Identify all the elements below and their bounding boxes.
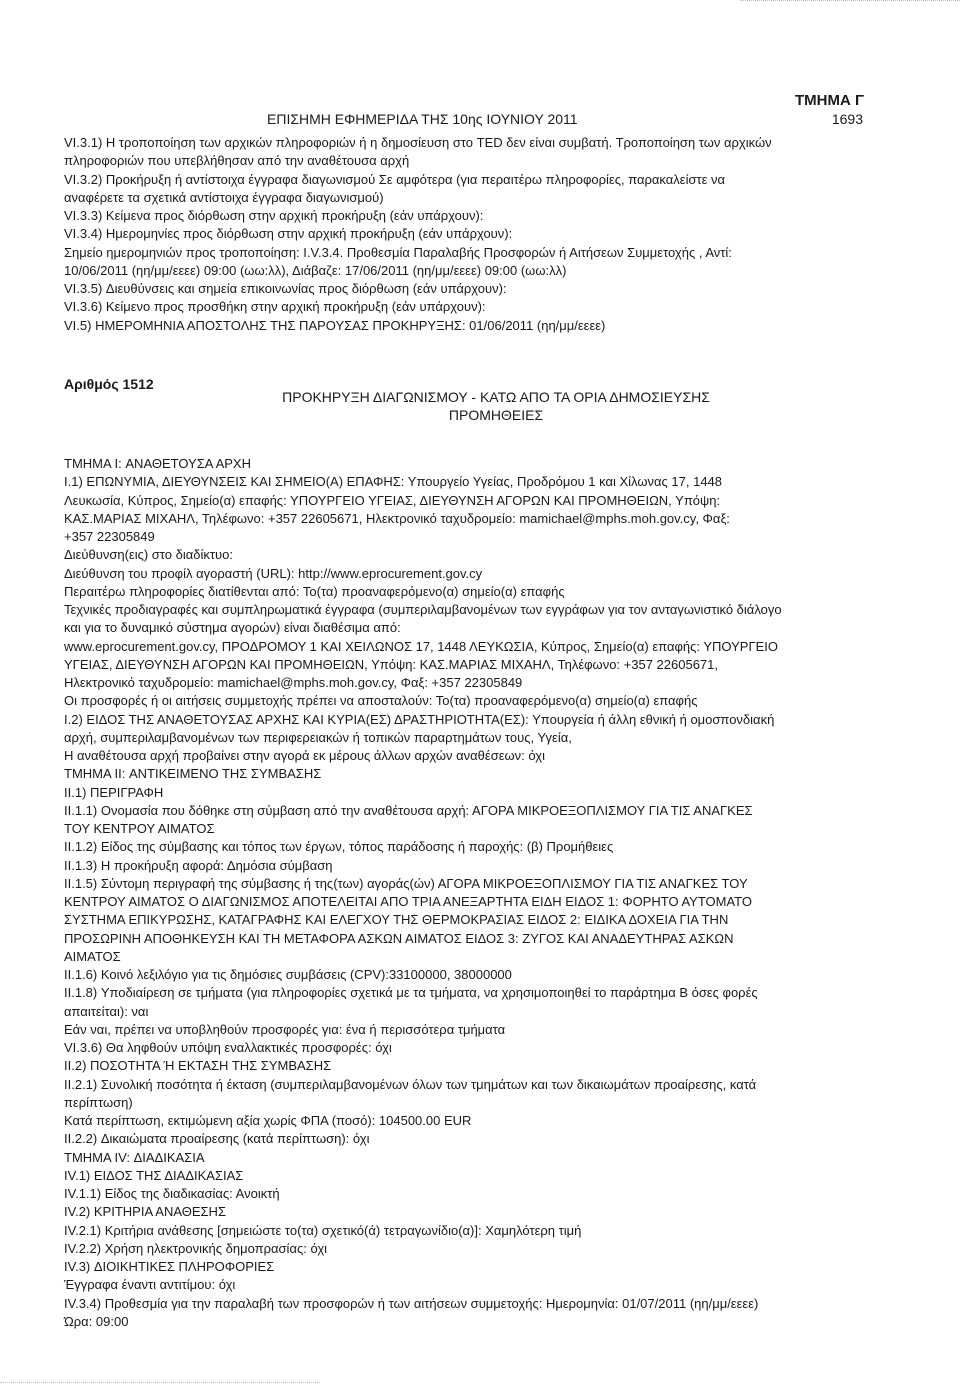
text-line: II.1.1) Ονομασία που δόθηκε στη σύμβαση από την αναθέτουσα αρχή: ΑΓΟΡΑ ΜΙΚΡΟΕΞΟΠΛΙΣΜΟΥ ΓΙΑ ΤΙΣ ΑΝΑΓΚΕΣ — [64, 802, 753, 818]
text-line: Σημείο ημερομηνιών προς τροποποίηση: I.V.3.4. Προθεσμία Παραλαβής Προσφορών ή Αιτήσεων Συμμετοχής , Αντί: — [64, 244, 732, 260]
text-line: VI.3.4) Ημερομηνίες προς διόρθωση στην αρχική προκήρυξη (εάν υπάρχουν): — [64, 226, 513, 242]
text-line: αρχή, συμπεριλαμβανομένων των περιφερειακών ή τοπικών παραρτημάτων τους, Υγεία, — [64, 729, 572, 745]
corrections-section — [64, 134, 868, 335]
text-line: ΑΙΜΑΤΟΣ — [64, 948, 121, 964]
text-line: IV.1) ΕΙΔΟΣ ΤΗΣ ΔΙΑΔΙΚΑΣΙΑΣ — [64, 1167, 244, 1183]
text-line: αναφέρετε τα σχετικά αντίστοιχα έγγραφα διαγωνισμού) — [64, 189, 384, 205]
text-line: IV.2.1) Κριτήρια ανάθεσης [σημειώστε το(τα) σχετικό(ά) τετραγωνίδιο(α)]: Χαμηλότερη τιμή — [64, 1222, 582, 1238]
notice-title-line: ΠΡΟΚΗΡΥΞΗ ΔΙΑΓΩΝΙΣΜΟΥ - ΚΑΤΩ ΑΠΟ ΤΑ ΟΡΙΑ ΔΗΜΟΣΙΕΥΣΗΣ — [282, 389, 710, 405]
text-line: VI.3.6) Θα ληφθούν υπόψη εναλλακτικές προσφορές: όχι — [64, 1040, 392, 1055]
text-line: II.1.2) Είδος της σύμβασης και τόπος των έργων, τόπος παράδοσης ή παροχής: (β) Προμήθειες — [64, 839, 614, 855]
text-line: ΚΕΝΤΡΟΥ ΑΙΜΑΤΟΣ Ο ΔΙΑΓΩΝΙΣΜΟΣ ΑΠΟΤΕΛΕΙΤΑΙ ΑΠΟ ΤΡΙΑ ΑΝΕΞΑΡΤΗΤΑ ΕΙΔΗ ΕΙΔΟΣ 1: ΦΟΡΗΤΟ ΑΥΤΟΜΑΤΟ — [64, 894, 752, 909]
text-line: II.2.2) Δικαιώματα προαίρεσης (κατά περίπτωση): όχι — [64, 1131, 370, 1147]
text-line: II.1.8) Υποδιαίρεση σε τμήματα (για πληροφορίες σχετικά με τα τμήματα, να χρησιμοποιηθεί το παράρτημα Β όσες φορές — [64, 985, 758, 1001]
text-line: www.eprocurement.gov.cy, ΠΡΟΔΡΟΜΟΥ 1 ΚΑΙ ΧΕΙΛΩΝΟΣ 17, 1448 ΛΕΥΚΩΣΙΑ, Κύπρος, Σημείο(α) επαφής: ΥΠΟΥΡΓΕΙΟ — [64, 638, 779, 654]
scan-artifact — [740, 0, 960, 5]
text-line: IV.3.4) Προθεσμία για την παραλαβή των προσφορών ή των αιτήσεων συμμετοχής: Ημερομηνία: 01/07/2011 (ηη/μμ/εεεε) — [64, 1295, 759, 1311]
text-line: Ώρα: 09:00 — [64, 1313, 129, 1329]
section-label: ΤΜΗΜΑ Γ — [794, 92, 864, 109]
text-line: περίπτωση) — [64, 1094, 133, 1110]
text-line: II.1.5) Σύντομη περιγραφή της σύμβασης ή της(των) αγοράς(ών) ΑΓΟΡΑ ΜΙΚΡΟΕΞΟΠΛΙΣΜΟΥ ΓΙΑ ΤΙΣ ΑΝΑΓΚΕΣ ΤΟΥ — [64, 875, 748, 891]
text-line: 10/06/2011 (ηη/μμ/εεεε) 09:00 (ωω:λλ), Διάβαζε: 17/06/2011 (ηη/μμ/εεεε) 09:00 (ωω:λλ) — [64, 262, 567, 278]
text-line: Διεύθυνση(εις) στο διαδίκτυο: — [64, 547, 233, 563]
text-line: VI.3.1) Η τροποποίηση των αρχικών πληροφοριών ή η δημοσίευση στο TED δεν είναι συμβατή. Τροποποίηση των αρχικών — [64, 135, 772, 150]
text-line: II.1.3) Η προκήρυξη αφορά: Δημόσια σύμβαση — [64, 857, 333, 873]
scan-artifact — [0, 1382, 320, 1386]
text-line: IV.2.2) Χρήση ηλεκτρονικής δημοπρασίας: όχι — [64, 1240, 328, 1256]
text-line: ΤΟΥ ΚΕΝΤΡΟΥ ΑΙΜΑΤΟΣ — [64, 821, 215, 836]
text-line: IV.1.1) Είδος της διαδικασίας: Ανοικτή — [64, 1186, 280, 1201]
text-line: Εάν ναι, πρέπει να υποβληθούν προσφορές για: ένα ή περισσότερα τμήματα — [64, 1021, 506, 1037]
text-line: ΤΜΗΜΑ II: ΑΝΤΙΚΕΙΜΕΝΟ ΤΗΣ ΣΥΜΒΑΣΗΣ — [64, 766, 322, 782]
text-line: II.2) ΠΟΣΟΤΗΤΑ Ή ΕΚΤΑΣΗ ΤΗΣ ΣΥΜΒΑΣΗΣ — [64, 1058, 332, 1074]
text-line: πληροφοριών που υπεβλήθησαν από την αναθέτουσα αρχή — [64, 153, 410, 169]
notice-title — [232, 388, 760, 424]
text-line: II.1) ΠΕΡΙΓΡΑΦΗ — [64, 784, 164, 800]
text-line: ΠΡΟΣΩΡΙΝΗ ΑΠΟΘΗΚΕΥΣΗ ΚΑΙ ΤΗ ΜΕΤΑΦΟΡΑ ΑΣΚΩΝ ΑΙΜΑΤΟΣ ΕΙΔΟΣ 3: ΖΥΓΟΣ ΚΑΙ ΑΝΑΔΕΥΤΗΡΑΣ ΑΣΚΩΝ — [64, 930, 734, 946]
gazette-title: ΕΠΙΣΗΜΗ ΕΦΗΜΕΡΙΔΑ ΤΗΣ 10ης ΙΟΥΝΙΟΥ 2011 — [267, 111, 578, 127]
text-line: II.2.1) Συνολική ποσότητα ή έκταση (συμπεριλαμβανομένων όλων των τμημάτων και των δικαιωμάτων προαίρεσης, κατά — [64, 1076, 757, 1092]
text-line: Τεχνικές προδιαγραφές και συμπληρωματικά έγγραφα (συμπεριλαμβανομένων των εγγράφων για τον ανταγωνιστικό διάλογο — [64, 602, 782, 617]
text-line: I.1) ΕΠΩΝΥΜΙΑ, ΔΙΕΥΘΥΝΣΕΙΣ ΚΑΙ ΣΗΜΕΙΟ(Α) ΕΠΑΦΗΣ: Υπουργείο Υγείας, Προδρόμου 1 και Χίλωνας 17, 1448 — [64, 474, 723, 490]
text-line: Οι προσφορές ή οι αιτήσεις συμμετοχής πρέπει να αποσταλούν: Το(τα) προαναφερόμενο(α) σημείο(α) επαφής — [64, 693, 698, 709]
notice-number: Αριθμός 1512 — [64, 376, 154, 392]
text-line: VI.5) ΗΜΕΡΟΜΗΝΙΑ ΑΠΟΣΤΟΛΗΣ ΤΗΣ ΠΑΡΟΥΣΑΣ ΠΡΟΚΗΡΥΞΗΣ: 01/06/2011 (ηη/μμ/εεεε) — [64, 317, 606, 333]
text-line: ΤΜΗΜΑ I: ΑΝΑΘΕΤΟΥΣΑ ΑΡΧΗ — [64, 456, 251, 471]
text-line: I.2) ΕΙΔΟΣ ΤΗΣ ΑΝΑΘΕΤΟΥΣΑΣ ΑΡΧΗΣ ΚΑΙ ΚΥΡΙΑ(ΕΣ) ΔΡΑΣΤΗΡΙΟΤΗΤΑ(ΕΣ): Υπουργεία ή άλλη εθνική ή ομοσπονδιακή — [64, 711, 775, 727]
page-number: 1693 — [831, 111, 863, 127]
text-line: Έγγραφα έναντι αντιτίμου: όχι — [64, 1277, 236, 1293]
text-line: IV.2) ΚΡΙΤΗΡΙΑ ΑΝΑΘΕΣΗΣ — [64, 1204, 226, 1220]
text-line: VI.3.6) Κείμενο προς προσθήκη στην αρχική προκήρυξη (εάν υπάρχουν): — [64, 299, 486, 315]
text-line: ΤΜΗΜΑ IV: ΔΙΑΔΙΚΑΣΙΑ — [64, 1149, 205, 1165]
text-line: VI.3.3) Κείμενα προς διόρθωση στην αρχική προκήρυξη (εάν υπάρχουν): — [64, 208, 484, 223]
text-line: Ηλεκτρονικό ταχυδρομείο: mamichael@mphs.moh.gov.cy, Φαξ: +357 22305849 — [64, 675, 523, 690]
text-line: Κατά περίπτωση, εκτιμώμενη αξία χωρίς ΦΠΑ (ποσό): 104500.00 EUR — [64, 1113, 472, 1128]
page-header — [267, 111, 863, 127]
text-line: ΚΑΣ.ΜΑΡΙΑΣ ΜΙΧΑΗΛ, Τηλέφωνο: +357 22605671, Ηλεκτρονικό ταχυδρομείο: mamichael@mphs.moh.gov.cy, Φαξ: — [64, 510, 730, 526]
text-line: ΥΓΕΙΑΣ, ΔΙΕΥΘΥΝΣΗ ΑΓΟΡΩΝ ΚΑΙ ΠΡΟΜΗΘΕΙΩΝ, Υπόψη: ΚΑΣ.ΜΑΡΙΑΣ ΜΙΧΑΗΛ, Τηλέφωνο: +357 22605671, — [64, 656, 718, 672]
notice-body — [64, 455, 868, 1331]
text-line: +357 22305849 — [64, 529, 155, 544]
text-line: IV.3) ΔΙΟΙΚΗΤΙΚΕΣ ΠΛΗΡΟΦΟΡΙΕΣ — [64, 1259, 275, 1274]
text-line: Διεύθυνση του προφίλ αγοραστή (URL): http://www.eprocurement.gov.cy — [64, 565, 483, 581]
text-line: Λευκωσία, Κύπρος, Σημείο(α) επαφής: ΥΠΟΥΡΓΕΙΟ ΥΓΕΙΑΣ, ΔΙΕΥΘΥΝΣΗ ΑΓΟΡΩΝ ΚΑΙ ΠΡΟΜΗΘΕΙΩΝ, Υπόψη: — [64, 492, 721, 508]
text-line: Περαιτέρω πληροφορίες διατίθενται από: Το(τα) προαναφερόμενο(α) σημείο(α) επαφής — [64, 583, 565, 599]
text-line: VI.3.2) Προκήρυξη ή αντίστοιχα έγγραφα διαγωνισμού Σε αμφότερα (για περαιτέρω πληροφορίες, παρακαλείστε να — [64, 171, 726, 187]
text-line: VI.3.5) Διευθύνσεις και σημεία επικοινωνίας προς διόρθωση (εάν υπάρχουν): — [64, 281, 507, 296]
text-line: απαιτείται): ναι — [64, 1003, 149, 1019]
text-line: και για το δυναμικό σύστημα αγορών) είναι διαθέσιμα από: — [64, 620, 401, 636]
text-line: Η αναθέτουσα αρχή προβαίνει στην αγορά εκ μέρους άλλων αρχών αναθέσεων: όχι — [64, 748, 545, 763]
notice-title-line: ΠΡΟΜΗΘΕΙΕΣ — [448, 407, 544, 423]
text-line: ΣΥΣΤΗΜΑ ΕΠΙΚΥΡΩΣΗΣ, ΚΑΤΑΓΡΑΦΗΣ ΚΑΙ ΕΛΕΓΧΟΥ ΤΗΣ ΘΕΡΜΟΚΡΑΣΙΑΣ ΕΙΔΟΣ 2: ΕΙΔΙΚΑ ΔΟΧΕΙΑ ΓΙΑ ΤΗΝ — [64, 912, 729, 928]
text-line: II.1.6) Κοινό λεξιλόγιο για τις δημόσιες συμβάσεις (CPV):33100000, 38000000 — [64, 967, 512, 982]
